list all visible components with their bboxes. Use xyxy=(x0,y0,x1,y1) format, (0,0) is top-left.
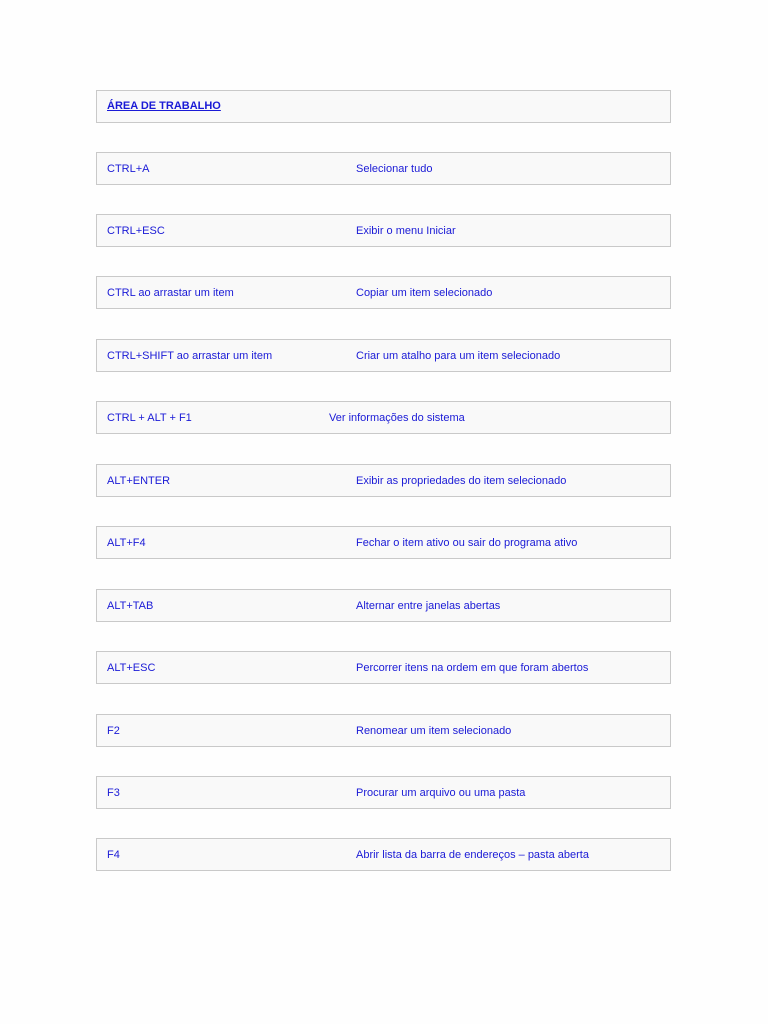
shortcut-key: F2 xyxy=(107,725,120,737)
shortcut-description: Exibir as propriedades do item selecionado xyxy=(356,475,567,487)
shortcut-description: Procurar um arquivo ou uma pasta xyxy=(356,787,526,799)
shortcut-row xyxy=(96,526,671,559)
shortcut-description: Exibir o menu Iniciar xyxy=(356,225,456,237)
shortcut-description: Abrir lista da barra de endereços – pasta aberta xyxy=(356,849,589,861)
shortcut-key: ALT+F4 xyxy=(107,537,146,549)
shortcut-row xyxy=(96,152,671,185)
shortcut-row xyxy=(96,339,671,372)
shortcut-key: ALT+ESC xyxy=(107,662,156,674)
shortcut-row xyxy=(96,776,671,809)
shortcut-row xyxy=(96,214,671,247)
shortcut-key: ALT+TAB xyxy=(107,600,154,612)
shortcut-row xyxy=(96,276,671,309)
shortcut-description: Fechar o item ativo ou sair do programa ativo xyxy=(356,537,578,549)
shortcut-description: Copiar um item selecionado xyxy=(356,287,493,299)
shortcut-row xyxy=(96,401,671,434)
shortcut-key: ALT+ENTER xyxy=(107,475,171,487)
shortcut-key: CTRL+ESC xyxy=(107,225,165,237)
shortcut-row xyxy=(96,464,671,497)
shortcut-row xyxy=(96,838,671,871)
shortcut-key: F3 xyxy=(107,787,120,799)
shortcut-description: Criar um atalho para um item selecionado xyxy=(356,350,561,362)
shortcut-row xyxy=(96,589,671,622)
shortcut-description: Ver informações do sistema xyxy=(329,412,465,424)
section-header-box xyxy=(96,90,671,123)
shortcut-key: CTRL+SHIFT ao arrastar um item xyxy=(107,350,273,362)
shortcut-description: Selecionar tudo xyxy=(356,163,433,175)
shortcut-row xyxy=(96,651,671,684)
shortcut-description: Percorrer itens na ordem em que foram abertos xyxy=(356,662,589,674)
section-title-link[interactable]: ÁREA DE TRABALHO xyxy=(107,100,221,112)
shortcut-description: Alternar entre janelas abertas xyxy=(356,600,501,612)
shortcut-key: CTRL+A xyxy=(107,163,150,175)
shortcut-description: Renomear um item selecionado xyxy=(356,725,512,737)
shortcut-key: CTRL ao arrastar um item xyxy=(107,287,234,299)
shortcut-row xyxy=(96,714,671,747)
shortcut-key: F4 xyxy=(107,849,120,861)
shortcut-key: CTRL + ALT + F1 xyxy=(107,412,192,424)
